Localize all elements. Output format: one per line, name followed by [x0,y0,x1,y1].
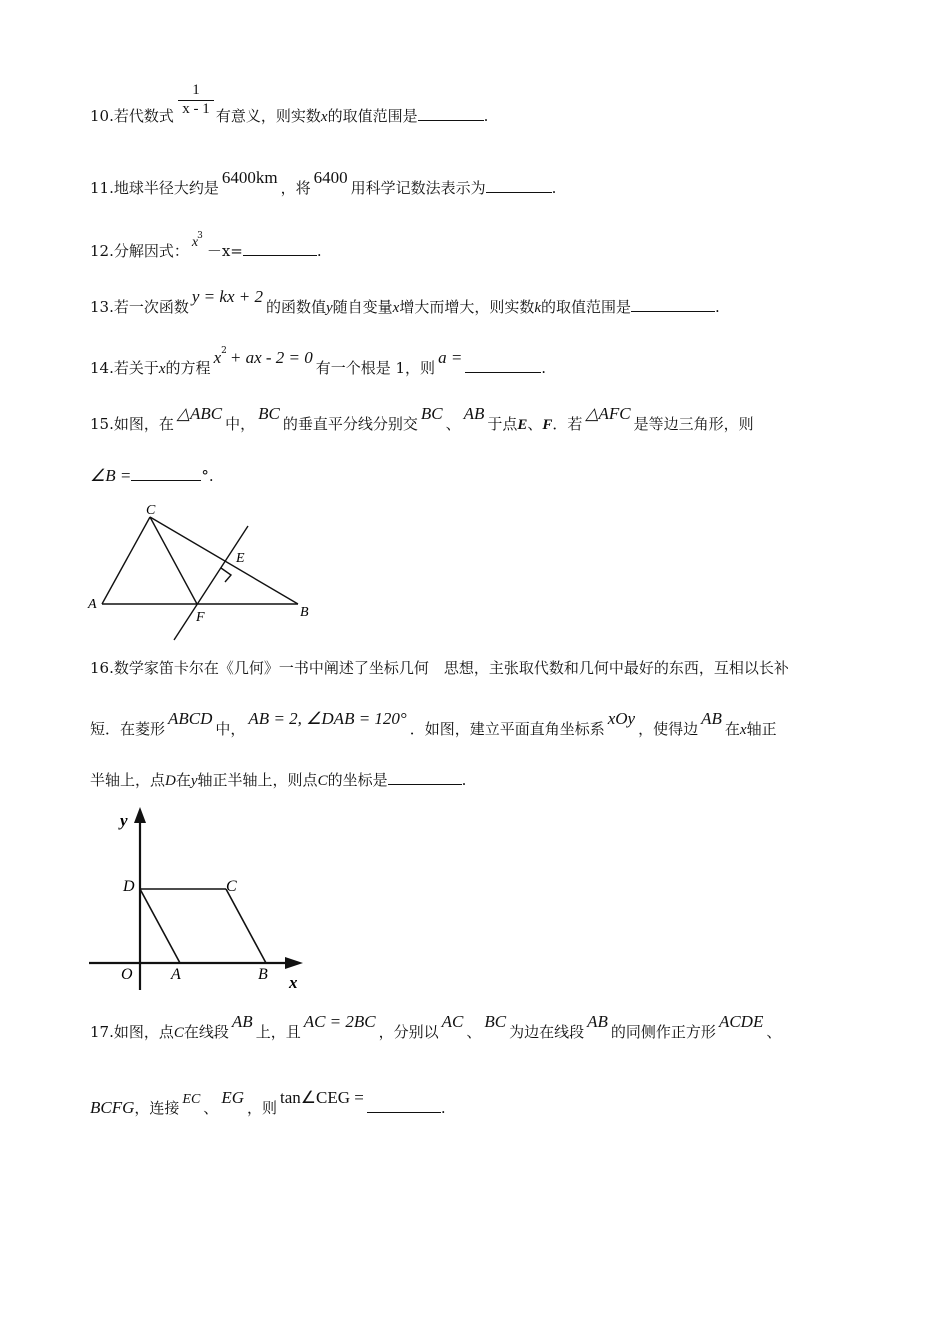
q17-line2 [90,1088,446,1120]
q16-t5: 在 [724,720,740,738]
q14-t2: 有一个根是 1，则 [315,359,436,377]
q17-t8: ，则 [246,1099,277,1117]
q15-ab: AB [463,404,485,423]
q14-number: 14. [90,359,114,377]
q15-t5: 是等边三角形，则 [633,415,754,433]
q10-end: . [483,107,489,125]
q14-answer-blank[interactable] [465,358,541,373]
q16-t10: 的坐标是 [327,771,388,789]
fig15-right-angle-mark [221,568,231,582]
q12-exp: 3 [197,231,203,241]
q16-t4: ，使得边 [638,720,699,738]
q13-v1: y [325,300,333,316]
q15-t1: 中， [225,415,256,433]
q17-sep3: 、 [203,1099,219,1117]
q11-answer-blank[interactable] [486,178,552,193]
q10-line [90,106,488,127]
q10-text2: 有意义，则实数 [215,107,321,125]
q12-end: . [316,242,322,260]
q10-text3: 的取值范围是 [327,107,418,125]
fig16-y-arrow [134,807,146,823]
q17-number: 17. [90,1023,114,1041]
q16-t8: 在 [175,771,191,789]
q15-end: °. [201,467,214,485]
fig15-label-f: F [196,610,205,625]
q17-t6: 的同侧作正方形 [610,1023,716,1041]
q16-ab: AB [701,709,722,728]
q15-e: E [517,417,528,433]
q15-bc1: BC [258,404,280,423]
q17-tan: tan∠CEG = [280,1088,364,1107]
q15-t3: 于点 [487,415,518,433]
q17-answer-blank[interactable] [367,1098,441,1113]
fig15-label-a: A [88,597,97,612]
fig16-label-b: B [258,966,268,983]
q17-t1: 如图，点 [113,1023,174,1041]
q16-vy: y [190,773,198,789]
q11-text3: 用科学记数法表示为 [350,179,486,197]
fig16-label-y: y [120,811,128,830]
q14-v2: a = [438,348,463,367]
q13-t4: 的取值范围是 [541,298,632,316]
q16-t7: 半轴上，点 [90,771,166,789]
q17-bcfg: BCFG [90,1098,135,1117]
q17-ac: AC [441,1012,464,1031]
q13-t3: 增大而增大，则实数 [399,298,535,316]
q17-ab2: AB [587,1012,608,1031]
q11-val2: 6400 [313,168,348,187]
q17-sep1: 、 [466,1023,482,1041]
q11-end: . [551,179,557,197]
q16-xoy: xOy [607,709,636,728]
q15-tri1: △ABC [176,404,223,423]
fig16-label-o: O [121,966,133,983]
q15-sep: 、 [445,415,461,433]
q13-t2: 随自变量 [332,298,393,316]
q12-number: 12. [90,242,114,260]
fig15-label-b: B [300,605,309,620]
q13-end: . [715,298,720,316]
q17-t5: 为边在线段 [509,1023,585,1041]
q15-bc2: BC [420,404,443,423]
q17-c: C [173,1025,184,1041]
fig16-label-x: x [289,973,298,992]
q17-eg: EG [221,1088,244,1107]
q16-end: . [461,771,467,789]
q12-text: 分解因式： [113,242,189,260]
q10-frac-den: x - 1 [182,101,210,117]
q16-abcd: ABCD [168,709,213,728]
q16-t9: 轴正半轴上，则点 [197,771,318,789]
q15-figure [80,500,320,645]
q14-line [90,346,547,379]
q13-t1: 的函数值 [265,298,326,316]
q17-ec: EC [182,1092,201,1107]
q11-number: 11. [90,179,114,197]
q14-text: 若关于 [113,359,159,377]
q16-line2 [90,709,777,740]
q15-angle: ∠B = [90,466,132,485]
q15-t2: 的垂直平分线分别交 [282,415,418,433]
q11-text2: ，将 [280,179,311,197]
fig16-label-d: D [123,878,135,895]
q10-answer-blank[interactable] [418,106,484,121]
q17-bc: BC [484,1012,507,1031]
q15-comma: 、 [527,415,543,433]
q15-number: 15. [90,415,114,433]
q16-cond: AB = 2, ∠DAB = 120° [248,709,407,728]
q17-t7: ，连接 [134,1099,180,1117]
fig15-label-c: C [146,503,156,518]
q15-f: F [542,417,553,433]
q17-t3: 上，且 [255,1023,301,1041]
q14-exp: 2 [221,346,227,356]
q16-t6: 轴正 [746,720,777,738]
q16-figure [85,805,315,995]
q14-t1: 的方程 [165,359,211,377]
q14-base: x [213,348,222,367]
q11-val1: 6400km [221,168,278,187]
q16-answer-blank[interactable] [388,770,462,785]
q11-line [90,168,557,198]
q15-t4: ．若 [552,415,583,433]
q13-number: 13. [90,298,114,316]
q16-c: C [317,773,328,789]
q12-line [90,231,322,263]
fig16-segment-cb [226,889,266,963]
fig16-x-arrow [285,957,303,969]
q16-t3: ．如图，建立平面直角坐标系 [409,720,605,738]
q11-text: 地球半径大约是 [113,179,219,197]
fig15-segment-ac [102,517,150,604]
q12-text2: －x= [206,242,243,260]
q15-answer-blank[interactable] [131,466,201,481]
q15-line2 [90,466,214,486]
q15-text: 如图，在 [113,415,174,433]
q13-answer-blank[interactable] [631,297,715,312]
q16-t1: 短．在菱形 [90,720,166,738]
q10-number: 10. [90,107,114,125]
q16-l1: 数学家笛卡尔在《几何》一书中阐述了坐标几何 思想，主张取代数和几何中最好的东西，互相以长补 [113,659,789,677]
q10-text: 若代数式 [113,107,174,125]
q17-t4: ，分别以 [378,1023,439,1041]
q14-expr: + ax - 2 = 0 [229,348,313,367]
q13-line [90,287,720,318]
q16-d: D [165,773,176,789]
fig16-label-a: A [171,966,181,983]
q12-answer-blank[interactable] [243,241,317,256]
q15-tri2: △AFC [585,404,631,423]
q14-end: . [541,359,547,377]
q17-line1 [90,1012,782,1043]
q16-number: 16. [90,659,114,677]
q13-v3: k [534,300,542,316]
q10-var: x [320,109,328,125]
fig15-segment-cb [150,517,298,604]
q14-v1: x [158,361,166,377]
q17-acde: ACDE [718,1012,764,1031]
q15-line1 [90,404,754,435]
q17-ab1: AB [231,1012,253,1031]
fig15-label-e: E [236,551,245,566]
q17-sep2: 、 [766,1023,782,1041]
q16-line1 [90,658,789,678]
fig16-label-c: C [226,878,237,895]
q13-v2: x [392,300,400,316]
fig16-segment-da [140,889,180,963]
q13-expr: y = kx + 2 [191,287,263,306]
q16-t2: 中， [215,720,246,738]
q16-vx: x [739,722,747,738]
q17-end: . [440,1099,446,1117]
q16-line3 [90,770,466,791]
q13-text: 若一次函数 [113,298,189,316]
q10-frac-num: 1 [178,82,214,101]
q12-base: x [191,235,199,250]
q17-cond: AC = 2BC [303,1012,376,1031]
q17-t2: 在线段 [183,1023,229,1041]
